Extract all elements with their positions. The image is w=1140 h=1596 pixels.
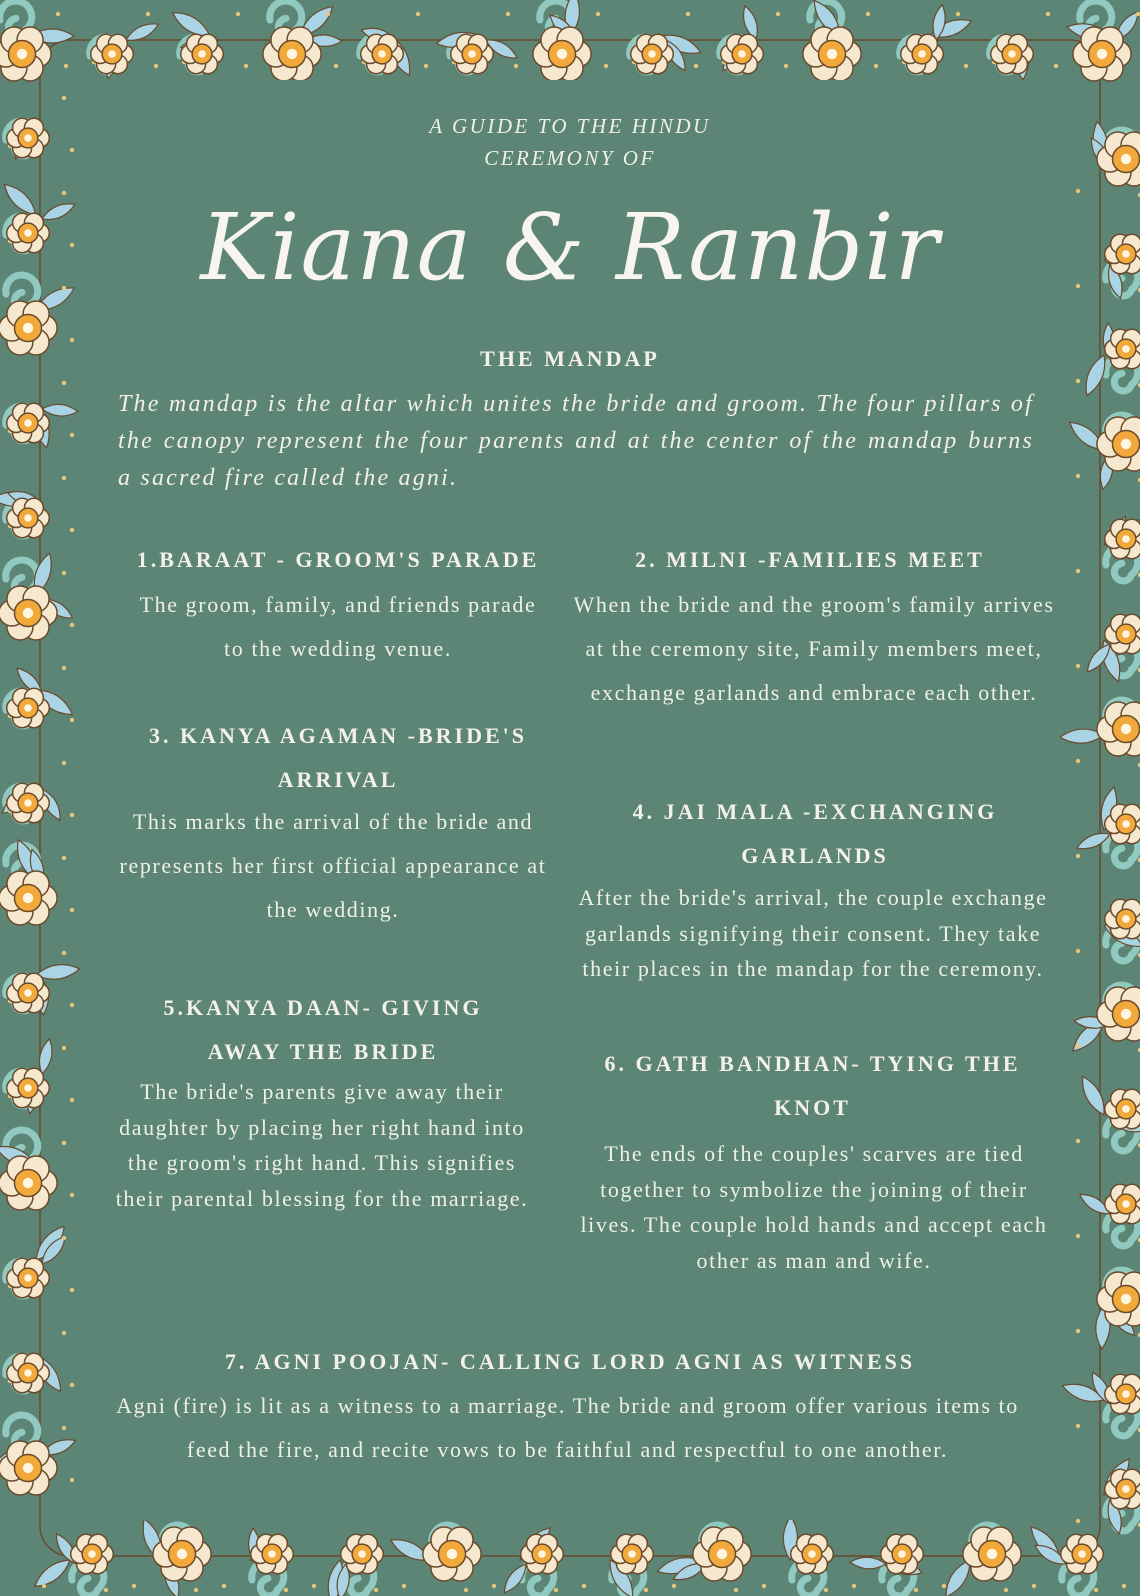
flower-icon [0,871,57,925]
step-5-title: 5.KANYA DAAN- GIVING AWAY THE BRIDE [163,995,483,1064]
step-1-title: 1.BARAAT - GROOM'S PARADE [136,547,540,572]
dot-icon [70,433,74,437]
dot-icon [852,1584,856,1588]
flower-icon [71,1534,114,1573]
flower-icon [1073,27,1131,81]
dot-icon [62,381,66,385]
dot-icon [222,1584,226,1588]
dot-icon [866,12,870,16]
step-3-title: 3. KANYA AGAMAN -BRIDE'S ARRIVAL [148,723,527,792]
dot-icon [42,1584,46,1588]
flower-icon [7,498,50,537]
flower-icon [7,688,50,727]
leaf-icon [1083,1077,1105,1115]
flower-icon [963,1527,1021,1581]
dot-icon [762,1584,766,1588]
flower-icon [881,1534,924,1573]
subtitle-line-1: A GUIDE TO THE HINDU [429,114,711,138]
leaf-icon [35,1560,70,1586]
dot-icon [326,12,330,16]
flower-icon [451,34,494,73]
dot-icon [64,64,68,68]
flower-icon [0,586,57,640]
step-3-text: This marks the arrival of the bride and represents her first official appearance at the wedding. [119,809,547,922]
dot-icon [402,1584,406,1588]
dot-icon [70,148,74,152]
flower-icon [251,1534,294,1573]
subtitle-line-2: CEREMONY OF [484,146,656,170]
flower-icon [341,1534,384,1573]
dot-icon [70,338,74,342]
dot-icon [1076,664,1080,668]
dot-icon [424,64,428,68]
dot-icon [62,571,66,575]
flower-icon [0,301,57,355]
flower-icon [7,118,50,157]
flower-icon [7,973,50,1012]
flower-icon [721,34,764,73]
dot-icon [244,64,248,68]
dot-icon [70,908,74,912]
dot-icon [1076,379,1080,383]
flower-icon [533,27,591,81]
flower-icon [7,213,50,252]
dot-icon [582,1584,586,1588]
flower-icon [991,34,1034,73]
flower-icon [0,1441,57,1495]
flower-icon [611,1534,654,1573]
dot-icon [1076,1424,1080,1428]
step-4-text: After the bride's arrival, the couple exchange garlands signifying their consent. They take their places in the mandap for the ceremony. [578,885,1048,981]
dot-icon [1076,854,1080,858]
dot-icon [874,64,878,68]
dot-icon [1122,1584,1126,1588]
dot-icon [1054,64,1058,68]
flower-icon [7,783,50,822]
dot-icon [1076,1519,1080,1523]
flower-icon [1061,1534,1104,1573]
dot-icon [1046,12,1050,16]
flower-icon [181,34,224,73]
dot-icon [672,1584,676,1588]
dot-icon [1076,949,1080,953]
step-4-title: 4. JAI MALA -EXCHANGING GARLANDS [632,799,998,868]
dot-icon [596,12,600,16]
flower-icon [0,1156,57,1210]
dot-icon [464,1588,468,1592]
dot-icon [824,1588,828,1592]
dot-icon [62,666,66,670]
dot-icon [62,191,66,195]
dot-icon [194,1588,198,1592]
step-6-title: 6. GATH BANDHAN- TYING THE KNOT [604,1051,1021,1120]
leaf-icon [173,13,210,36]
dot-icon [154,64,158,68]
dot-icon [312,1584,316,1588]
dot-icon [70,1003,74,1007]
leaf-icon [946,1560,970,1596]
mandap-heading: THE MANDAP [480,346,660,371]
dot-icon [1076,1139,1080,1143]
flower-icon [7,1258,50,1297]
dot-icon [70,718,74,722]
flower-icon [521,1534,564,1573]
flower-icon [263,27,321,81]
dot-icon [146,12,150,16]
dot-icon [236,12,240,16]
flower-icon [7,1353,50,1392]
flower-icon [361,34,404,73]
flower-icon [91,34,134,73]
flower-icon [153,1527,211,1581]
flower-icon [803,27,861,81]
dot-icon [70,528,74,532]
dot-icon [1076,759,1080,763]
step-5-text: The bride's parents give away their daughter by placing her right hand into the groom's right hand. This signifies their parental blessing for the marriage. [115,1079,529,1211]
dot-icon [70,1193,74,1197]
dot-icon [70,813,74,817]
dot-icon [1004,1588,1008,1592]
leaf-icon [42,404,78,416]
mandap-text: The mandap is the altar which unites the bride and groom. The four pillars of the canopy represent the four parents and at the center of the mandap burns a sacred fire called the agni. [118,391,1034,491]
dot-icon [1076,1234,1080,1238]
couple-names: Kiana & Ranbir [200,194,940,301]
step-2-text: When the bride and the groom's family arrives at the ceremony site, Family members meet, exchange garlands and embrace each other. [573,592,1055,705]
dot-icon [734,1588,738,1592]
dot-icon [1094,1588,1098,1592]
dot-icon [942,1584,946,1588]
flower-icon [423,1527,481,1581]
dot-icon [1076,569,1080,573]
leaf-icon [39,1039,52,1074]
step-1-text: The groom, family, and friends parade to the wedding venue. [139,592,537,661]
flower-icon [901,34,944,73]
leaf-icon [1086,355,1105,396]
dot-icon [374,1588,378,1592]
dot-icon [70,243,74,247]
dot-icon [70,1478,74,1482]
flower-icon [791,1534,834,1573]
step-6-text: The ends of the couples' scarves are tied together to symbolize the joining of their lives. The couple hold hands and accept each other as man and wife. [580,1141,1048,1273]
dot-icon [604,64,608,68]
dot-icon [1076,474,1080,478]
dot-icon [776,12,780,16]
dot-icon [62,951,66,955]
dot-icon [1076,1044,1080,1048]
dot-icon [104,1588,108,1592]
dot-icon [284,1588,288,1592]
dot-icon [644,1588,648,1592]
flower-icon [7,403,50,442]
flower-icon [7,1068,50,1107]
flower-icon [693,1527,751,1581]
dot-icon [62,1046,66,1050]
dot-icon [334,64,338,68]
dot-icon [964,64,968,68]
dot-icon [70,623,74,627]
dot-icon [492,1584,496,1588]
leaf-icon [36,965,80,980]
leaf-icon [4,184,36,215]
leaf-icon [42,204,75,220]
dot-icon [70,1098,74,1102]
dot-icon [1076,189,1080,193]
dot-icon [62,1331,66,1335]
dot-icon [956,12,960,16]
step-2-title: 2. MILNI -FAMILIES MEET [635,547,985,572]
dot-icon [784,64,788,68]
dot-icon [56,12,60,16]
step-7-text: Agni (fire) is lit as a witness to a marriage. The bride and groom offer various items to feed the fire, and recite vows to be faithful and respectful to one another. [116,1393,1019,1462]
dot-icon [416,12,420,16]
dot-icon [1136,12,1140,16]
dot-icon [62,286,66,290]
dot-icon [506,12,510,16]
dot-icon [62,96,66,100]
flower-icon [631,34,674,73]
dot-icon [554,1588,558,1592]
dot-icon [1032,1584,1036,1588]
leaf-icon [126,24,158,40]
dot-icon [1076,1329,1080,1333]
dot-icon [62,1141,66,1145]
dot-icon [70,1288,74,1292]
dot-icon [132,1584,136,1588]
dot-icon [914,1588,918,1592]
dot-icon [62,1236,66,1240]
dot-icon [62,476,66,480]
leaf-icon [850,1557,886,1569]
dot-icon [1076,284,1080,288]
dot-icon [62,1426,66,1430]
dot-icon [686,12,690,16]
dot-icon [694,64,698,68]
step-7-title: 7. AGNI POOJAN- CALLING LORD AGNI AS WITNESS [224,1349,916,1374]
dot-icon [514,64,518,68]
dot-icon [70,1383,74,1387]
dot-icon [62,856,66,860]
dot-icon [62,761,66,765]
